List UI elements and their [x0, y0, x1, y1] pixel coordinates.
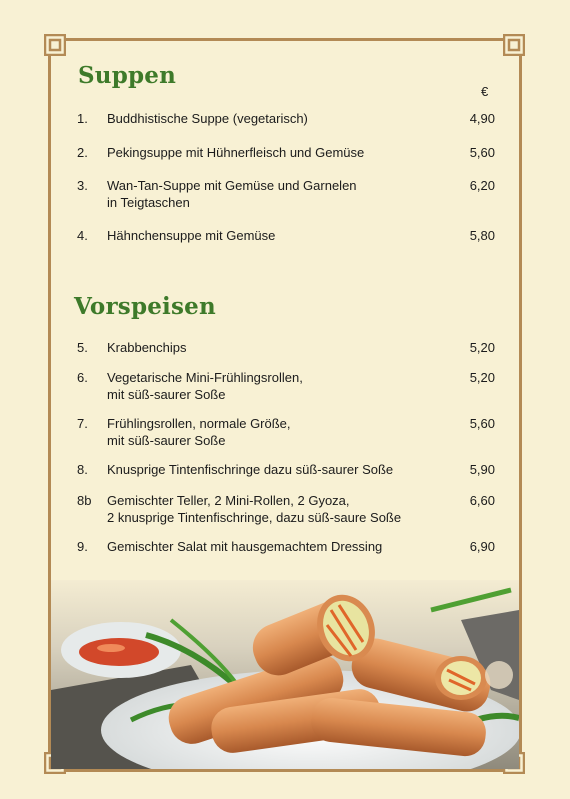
item-number: 4.	[77, 228, 88, 243]
item-number: 5.	[77, 340, 88, 355]
item-description: Vegetarische Mini-Frühlingsrollen, mit süß-saurer Soße	[107, 370, 303, 402]
spring-rolls-photo	[51, 580, 519, 769]
item-price: 4,90	[469, 111, 495, 126]
item-price: 6,90	[469, 539, 495, 554]
item-price: 6,20	[469, 178, 495, 193]
item-number: 9.	[77, 539, 88, 554]
item-description: Buddhistische Suppe (vegetarisch)	[107, 111, 308, 126]
item-description: Pekingsuppe mit Hühnerfleisch und Gemüse	[107, 145, 365, 160]
corner-ornament-icon	[503, 34, 525, 56]
item-number: 2.	[77, 145, 88, 160]
section-title-vorspeisen: Vorspeisen	[74, 293, 216, 320]
item-number: 8.	[77, 462, 88, 477]
item-description: Krabbenchips	[107, 340, 187, 355]
item-number: 6.	[77, 370, 88, 385]
item-price: 6,60	[469, 493, 495, 508]
item-number: 1.	[77, 111, 88, 126]
item-number: 8b	[77, 493, 92, 508]
item-description: Frühlingsrollen, normale Größe, mit süß-saurer Soße	[107, 416, 291, 448]
item-price: 5,20	[469, 370, 495, 385]
item-number: 3.	[77, 178, 88, 193]
item-price: 5,80	[469, 228, 495, 243]
item-price: 5,90	[469, 462, 495, 477]
item-price: 5,20	[469, 340, 495, 355]
item-description: Gemischter Teller, 2 Mini-Rollen, 2 Gyoza, 2 knusprige Tintenfischringe, dazu süß-saure Soße	[107, 493, 402, 525]
item-description: Knusprige Tintenfischringe dazu süß-saurer Soße	[107, 462, 394, 477]
section-title-suppen: Suppen	[78, 62, 177, 89]
corner-ornament-icon	[44, 34, 66, 56]
item-price: 5,60	[469, 145, 495, 160]
item-price: 5,60	[469, 416, 495, 431]
item-description: Hähnchensuppe mit Gemüse	[107, 228, 276, 243]
item-description: Gemischter Salat mit hausgemachtem Dressing	[107, 539, 383, 554]
currency-label: €	[481, 84, 489, 99]
item-number: 7.	[77, 416, 88, 431]
item-description: Wan-Tan-Suppe mit Gemüse und Garnelen in Teigtaschen	[107, 178, 357, 210]
